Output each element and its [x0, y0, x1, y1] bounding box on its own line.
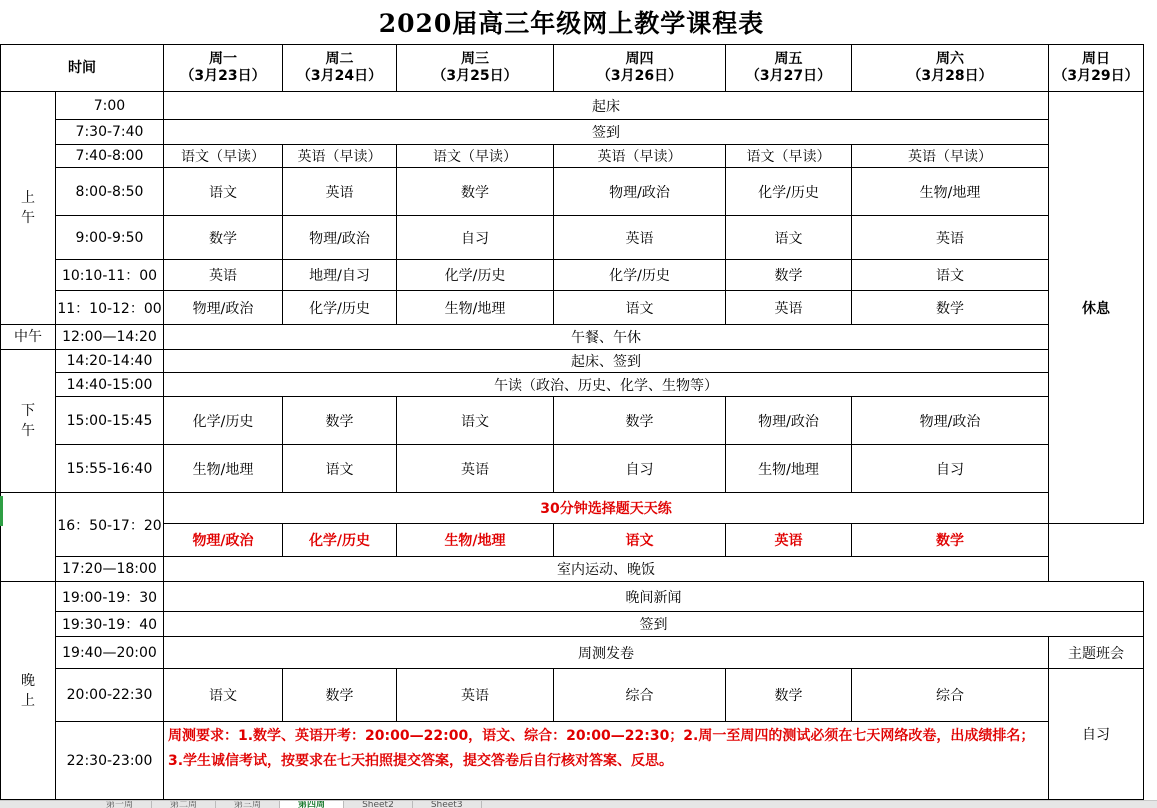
time-cell[interactable]: 15:00-15:45 — [56, 397, 164, 445]
schedule-title: 2020届高三年级网上教学课程表 — [0, 0, 1143, 45]
signin2-cell[interactable]: 签到 — [164, 612, 1144, 637]
class-cell[interactable]: 数学 — [283, 397, 397, 445]
time-cell[interactable]: 11：10-12：00 — [56, 291, 164, 325]
class-cell[interactable]: 英语 — [283, 168, 397, 216]
class-cell[interactable]: 数学 — [554, 397, 726, 445]
day-header-sun[interactable]: 周日 （3月29日） — [1049, 45, 1144, 92]
class-cell[interactable]: 语文（早读） — [397, 145, 554, 168]
class-cell[interactable]: 语文（早读） — [726, 145, 852, 168]
time-cell[interactable]: 16：50-17：20 — [56, 493, 164, 557]
schedule-table — [0, 44, 1144, 800]
time-header[interactable]: 时间 — [1, 45, 164, 92]
class-cell[interactable]: 生物/地理 — [397, 291, 554, 325]
class-cell[interactable]: 综合 — [852, 669, 1049, 722]
sheet-tab[interactable]: Sheet2 — [344, 801, 413, 808]
class-cell[interactable]: 数学 — [397, 168, 554, 216]
day-header-mon[interactable]: 周一 （3月23日） — [164, 45, 283, 92]
time-cell[interactable]: 19:30-19：40 — [56, 612, 164, 637]
time-cell[interactable]: 20:00-22:30 — [56, 669, 164, 722]
class-cell[interactable]: 语文 — [164, 669, 283, 722]
class-cell[interactable]: 物理/政治 — [164, 291, 283, 325]
news-cell[interactable]: 晚间新闻 — [164, 582, 1144, 612]
sheet-tab-bar — [0, 800, 1157, 808]
sheet-tab[interactable]: Sheet3 — [413, 801, 482, 808]
sunday-rest[interactable]: 休息 — [1049, 92, 1144, 524]
class-cell[interactable]: 语文（早读） — [164, 145, 283, 168]
class-cell[interactable]: 语文 — [554, 291, 726, 325]
weekly-test-note[interactable]: 周测要求：1.数学、英语开考：20:00—22:00，语文、综合：20:00—22:30；2.周一至周四的测试必须在七天网络改卷，出成绩排名；3.学生诚信考试，按要求在七天拍照提交答案，提交答卷后自行核对答案、反思。 — [164, 722, 1049, 800]
period-blank[interactable] — [1, 493, 56, 582]
class-cell[interactable]: 物理/政治 — [726, 397, 852, 445]
class-cell[interactable]: 英语（早读） — [852, 145, 1049, 168]
period-morning[interactable]: 上 午 — [1, 92, 56, 325]
class-cell[interactable]: 化学/历史 — [164, 397, 283, 445]
class-cell[interactable]: 物理/政治 — [283, 216, 397, 260]
signin-cell[interactable]: 签到 — [164, 120, 1049, 145]
class-cell[interactable]: 自习 — [397, 216, 554, 260]
drill-subject-cell[interactable]: 语文 — [554, 524, 726, 557]
drill-subject-cell[interactable]: 化学/历史 — [283, 524, 397, 557]
class-cell[interactable]: 自习 — [554, 445, 726, 493]
class-cell[interactable]: 数学 — [726, 669, 852, 722]
class-cell[interactable]: 综合 — [554, 669, 726, 722]
class-cell[interactable]: 英语 — [554, 216, 726, 260]
time-cell[interactable]: 12:00—14:20 — [56, 325, 164, 350]
sports-cell[interactable]: 室内运动、晚饭 — [164, 557, 1049, 582]
time-cell[interactable]: 22:30-23:00 — [56, 722, 164, 800]
sheet-tab[interactable]: 第三周 — [216, 801, 280, 808]
class-cell[interactable]: 物理/政治 — [554, 168, 726, 216]
noon-reading-cell[interactable]: 午读（政治、历史、化学、生物等） — [164, 373, 1049, 397]
class-cell[interactable]: 数学 — [283, 669, 397, 722]
time-cell[interactable]: 14:20-14:40 — [56, 350, 164, 373]
class-cell[interactable]: 语文 — [397, 397, 554, 445]
class-cell[interactable]: 生物/地理 — [726, 445, 852, 493]
time-cell[interactable]: 7:30-7:40 — [56, 120, 164, 145]
class-cell[interactable]: 化学/历史 — [397, 260, 554, 291]
wake-signin-cell[interactable]: 起床、签到 — [164, 350, 1049, 373]
class-cell[interactable]: 语文 — [283, 445, 397, 493]
time-cell[interactable]: 19:40—20:00 — [56, 637, 164, 669]
class-cell[interactable]: 英语 — [852, 216, 1049, 260]
drill-subject-cell[interactable]: 英语 — [726, 524, 852, 557]
day-header-tue[interactable]: 周二 （3月24日） — [283, 45, 397, 92]
day-header-thu[interactable]: 周四 （3月26日） — [554, 45, 726, 92]
class-cell[interactable]: 数学 — [852, 291, 1049, 325]
class-cell[interactable]: 语文 — [852, 260, 1049, 291]
period-evening[interactable]: 晚 上 — [1, 582, 56, 800]
time-cell[interactable]: 19:00-19：30 — [56, 582, 164, 612]
header-row — [1, 45, 1144, 92]
time-cell[interactable]: 14:40-15:00 — [56, 373, 164, 397]
class-cell[interactable]: 自习 — [852, 445, 1049, 493]
class-cell[interactable]: 英语 — [397, 669, 554, 722]
weekly-test-cell[interactable]: 周测发卷 — [164, 637, 1049, 669]
day-header-wed[interactable]: 周三 （3月25日） — [397, 45, 554, 92]
class-cell[interactable]: 化学/历史 — [283, 291, 397, 325]
class-cell[interactable]: 数学 — [726, 260, 852, 291]
day-header-fri[interactable]: 周五 （3月27日） — [726, 45, 852, 92]
day-header-sat[interactable]: 周六 （3月28日） — [852, 45, 1049, 92]
class-cell[interactable]: 数学 — [164, 216, 283, 260]
selected-row-marker — [0, 496, 3, 526]
drill-subject-cell[interactable]: 数学 — [852, 524, 1049, 557]
time-cell[interactable]: 15:55-16:40 — [56, 445, 164, 493]
time-cell[interactable]: 8:00-8:50 — [56, 168, 164, 216]
drill-subject-cell[interactable]: 物理/政治 — [164, 524, 283, 557]
drill-cell[interactable]: 30分钟选择题天天练 — [164, 493, 1049, 524]
time-cell[interactable]: 17:20—18:00 — [56, 557, 164, 582]
drill-subject-cell[interactable]: 生物/地理 — [397, 524, 554, 557]
class-cell[interactable]: 英语（早读） — [554, 145, 726, 168]
lunch-cell[interactable]: 午餐、午休 — [164, 325, 1049, 350]
class-cell[interactable]: 英语（早读） — [283, 145, 397, 168]
class-cell[interactable]: 地理/自习 — [283, 260, 397, 291]
period-noon[interactable]: 中午 — [1, 325, 56, 350]
time-cell[interactable]: 7:00 — [56, 92, 164, 120]
class-cell[interactable]: 英语 — [164, 260, 283, 291]
sheet-tab-active[interactable]: 第四周 — [280, 801, 344, 808]
class-cell[interactable]: 物理/政治 — [852, 397, 1049, 445]
class-cell[interactable]: 生物/地理 — [852, 168, 1049, 216]
period-afternoon[interactable]: 下 午 — [1, 350, 56, 493]
wake-cell[interactable]: 起床 — [164, 92, 1049, 120]
class-cell[interactable]: 语文 — [726, 216, 852, 260]
sunday-self-study[interactable]: 自习 — [1049, 669, 1144, 800]
class-cell[interactable]: 英语 — [726, 291, 852, 325]
class-cell[interactable]: 英语 — [397, 445, 554, 493]
sunday-meeting[interactable]: 主题班会 — [1049, 637, 1144, 669]
class-cell[interactable]: 化学/历史 — [726, 168, 852, 216]
class-cell[interactable]: 语文 — [164, 168, 283, 216]
time-cell[interactable]: 9:00-9:50 — [56, 216, 164, 260]
time-cell[interactable]: 10:10-11：00 — [56, 260, 164, 291]
class-cell[interactable]: 化学/历史 — [554, 260, 726, 291]
time-cell[interactable]: 7:40-8:00 — [56, 145, 164, 168]
class-cell[interactable]: 生物/地理 — [164, 445, 283, 493]
sheet-tab[interactable]: 第一周 — [88, 801, 152, 808]
sheet-tab[interactable]: 第二周 — [152, 801, 216, 808]
